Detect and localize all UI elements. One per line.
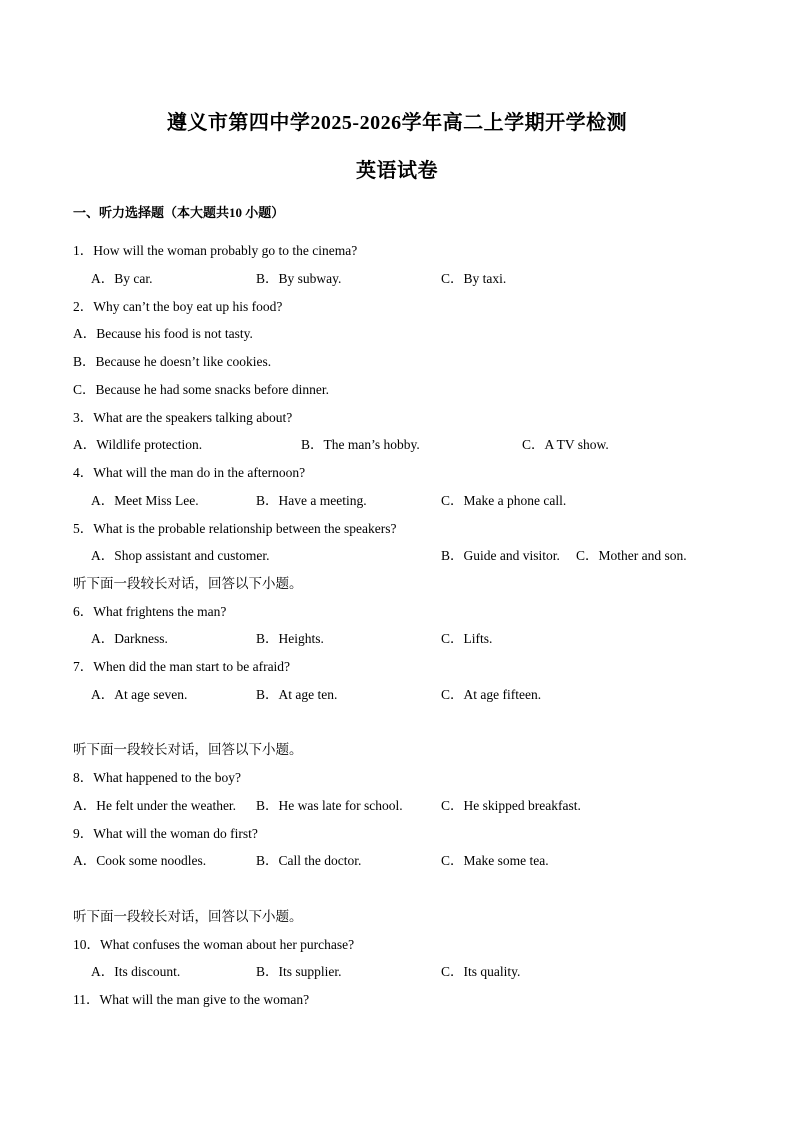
option-b: B．Have a meeting. bbox=[256, 493, 367, 508]
page-subtitle: 英语试卷 bbox=[356, 160, 438, 182]
question-stem: 7．When did the man start to be afraid? bbox=[73, 659, 291, 674]
option-a: A．Meet Miss Lee. bbox=[91, 493, 199, 508]
option-b: B．Because he doesn’t like cookies. bbox=[73, 354, 272, 369]
option-c: C．He skipped breakfast. bbox=[441, 798, 581, 813]
option-b: B．Heights. bbox=[256, 631, 324, 646]
option-c: C．Lifts. bbox=[441, 631, 493, 646]
question-stem: 3．What are the speakers talking about? bbox=[73, 410, 293, 425]
option-c: C．By taxi. bbox=[441, 271, 507, 286]
question-stem: 1．How will the woman probably go to the cinema? bbox=[73, 243, 358, 258]
option-a: A．He felt under the weather. bbox=[73, 798, 237, 813]
question-stem: 10．What confuses the woman about her purchase? bbox=[73, 937, 355, 952]
option-b: B．At age ten. bbox=[256, 687, 338, 702]
option-b: B．Call the doctor. bbox=[256, 853, 362, 868]
question-stem: 4．What will the man do in the afternoon? bbox=[73, 465, 306, 480]
question-stem: 8．What happened to the boy? bbox=[73, 770, 241, 785]
option-a: A．Shop assistant and customer. bbox=[91, 548, 270, 563]
option-b: B．Guide and visitor. bbox=[441, 548, 560, 563]
option-c: C．A TV show. bbox=[522, 437, 609, 452]
option-b: B．By subway. bbox=[256, 271, 342, 286]
option-c: C．Make some tea. bbox=[441, 853, 549, 868]
option-a: A．At age seven. bbox=[91, 687, 188, 702]
option-c: C．At age fifteen. bbox=[441, 687, 542, 702]
option-c: C．Its quality. bbox=[441, 964, 521, 979]
instruction-text: 听下面一段较长对话，回答以下小题。 bbox=[73, 576, 303, 591]
question-stem: 9．What will the woman do first? bbox=[73, 826, 258, 841]
option-a: A．Its discount. bbox=[91, 964, 181, 979]
question-stem: 2．Why can’t the boy eat up his food? bbox=[73, 299, 283, 314]
question-stem: 11．What will the man give to the woman? bbox=[73, 992, 310, 1007]
option-c: C．Make a phone call. bbox=[441, 493, 567, 508]
instruction-text: 听下面一段较长对话，回答以下小题。 bbox=[73, 742, 303, 757]
section-heading: 一、听力选择题（本大题共10 小题） bbox=[73, 205, 285, 220]
instruction-text: 听下面一段较长对话，回答以下小题。 bbox=[73, 909, 303, 924]
question-stem: 5．What is the probable relationship between the speakers? bbox=[73, 521, 397, 536]
option-b: B．Its supplier. bbox=[256, 964, 342, 979]
option-b: B．He was late for school. bbox=[256, 798, 403, 813]
option-a: A．Cook some noodles. bbox=[73, 853, 207, 868]
option-a: A．By car. bbox=[91, 271, 153, 286]
option-c: C．Mother and son. bbox=[576, 548, 687, 563]
option-a: A．Wildlife protection. bbox=[73, 437, 203, 452]
option-c: C．Because he had some snacks before dinner. bbox=[73, 382, 330, 397]
question-stem: 6．What frightens the man? bbox=[73, 604, 227, 619]
page-title: 遵义市第四中学2025-2026学年高二上学期开学检测 bbox=[166, 112, 628, 134]
option-a: A．Darkness. bbox=[91, 631, 168, 646]
option-a: A．Because his food is not tasty. bbox=[73, 326, 253, 341]
option-b: B．The man’s hobby. bbox=[301, 437, 420, 452]
